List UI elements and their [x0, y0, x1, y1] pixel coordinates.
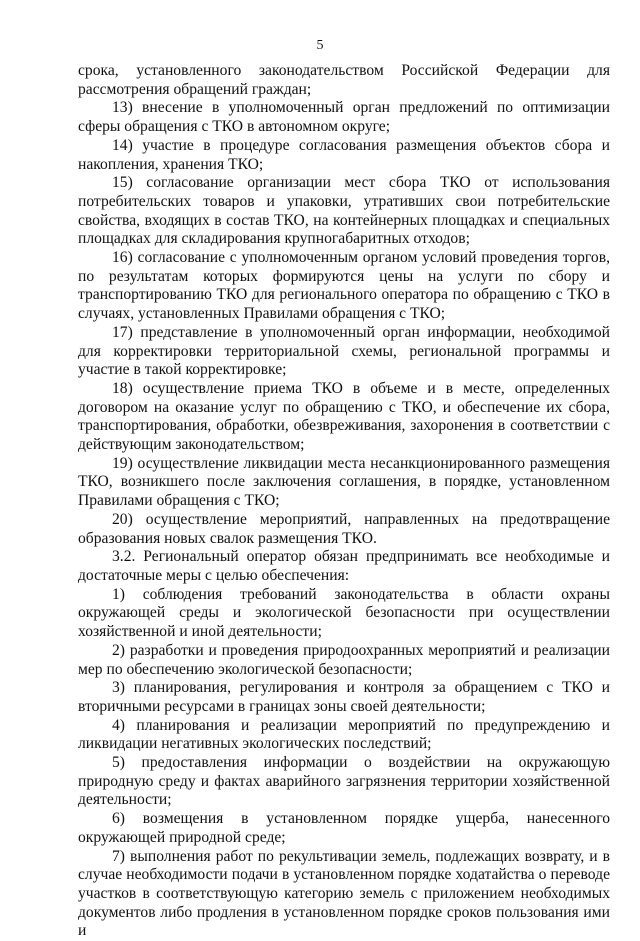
paragraph-subitem-5: 5) предоставления информации о воздействии на окружающую природную среду и фактах аварийного загрязнения территории хозяйственной деятельности; [78, 754, 610, 809]
paragraph-item-20: 20) осуществление мероприятий, направленных на предотвращение образования новых свалок размещения ТКО. [78, 510, 610, 547]
page-number: 5 [316, 38, 324, 53]
paragraph-subitem-3: 3) планирования, регулирования и контроля за обращением с ТКО и вторичными ресурсами в границах зоны своей деятельности; [78, 679, 610, 715]
paragraph-subitem-7: 7) выполнения работ по рекультивации земель, подлежащих возврату, и в случае необходимости подачи в установленном порядке ходатайства о переводе участков в соответствующую категорию земель с приложением необходимых документов либо продления в установленном порядке сроков пользования ими и [78, 847, 610, 940]
paragraph-item-18: 18) осуществление приема ТКО в объеме и в месте, определенных договором на оказание услуг по обращению с ТКО, и обеспечение их сбора, транспортирования, обработки, обезвреживания, захоронения в соответствии с действующим законодательством; [78, 379, 610, 454]
paragraph-subitem-2: 2) разработки и проведения природоохранных мероприятий и реализации мер по обеспечению экологической безопасности; [78, 641, 610, 678]
paragraph-subitem-1: 1) соблюдения требований законодательства в области охраны окружающей среды и экологической безопасности при осуществлении хозяйственной и иной деятельности; [78, 585, 610, 641]
paragraph-item-14: 14) участие в процедуре согласования размещения объектов сбора и накопления, хранения ТКО; [78, 136, 610, 173]
paragraph-item-17: 17) представление в уполномоченный орган информации, необходимой для корректировки территориальной схемы, региональной программы и участие в такой корректировке; [78, 323, 610, 379]
paragraph-item-19: 19) осуществление ликвидации места несанкционированного размещения ТКО, возникшего после заключения соглашения, в порядке, установленном Правилами обращения с ТКО; [78, 454, 610, 510]
paragraph-subitem-6: 6) возмещения в установленном порядке ущерба, нанесенного окружающей природной среде; [78, 810, 610, 846]
document-body [78, 62, 610, 941]
paragraph-continuation: срока, установленного законодательством Российской Федерации для рассмотрения обращений граждан; [78, 62, 610, 98]
paragraph-item-15: 15) согласование организации мест сбора ТКО от использования потребительских товаров и упаковки, утративших свои потребительские свойства, входящих в состав ТКО, на контейнерных площадках и специальных площадках для складирования крупногабаритных отходов; [78, 174, 610, 248]
paragraph-subitem-4: 4) планирования и реализации мероприятий по предупреждению и ликвидации негативных экологических последствий; [78, 716, 610, 753]
paragraph-item-16: 16) согласование с уполномоченным органом условий проведения торгов, по результатам которых формируются цены на услуги по сбору и транспортированию ТКО для регионального оператора по обращению с ТКО в случаях, установленных Правилами обращения с ТКО; [78, 249, 610, 323]
paragraph-item-13: 13) внесение в уполномоченный орган предложений по оптимизации сферы обращения с ТКО в автономном округе; [78, 99, 610, 136]
paragraph-section-3-2: 3.2. Региональный оператор обязан предпринимать все необходимые и достаточные меры с целью обеспечения: [78, 548, 610, 584]
